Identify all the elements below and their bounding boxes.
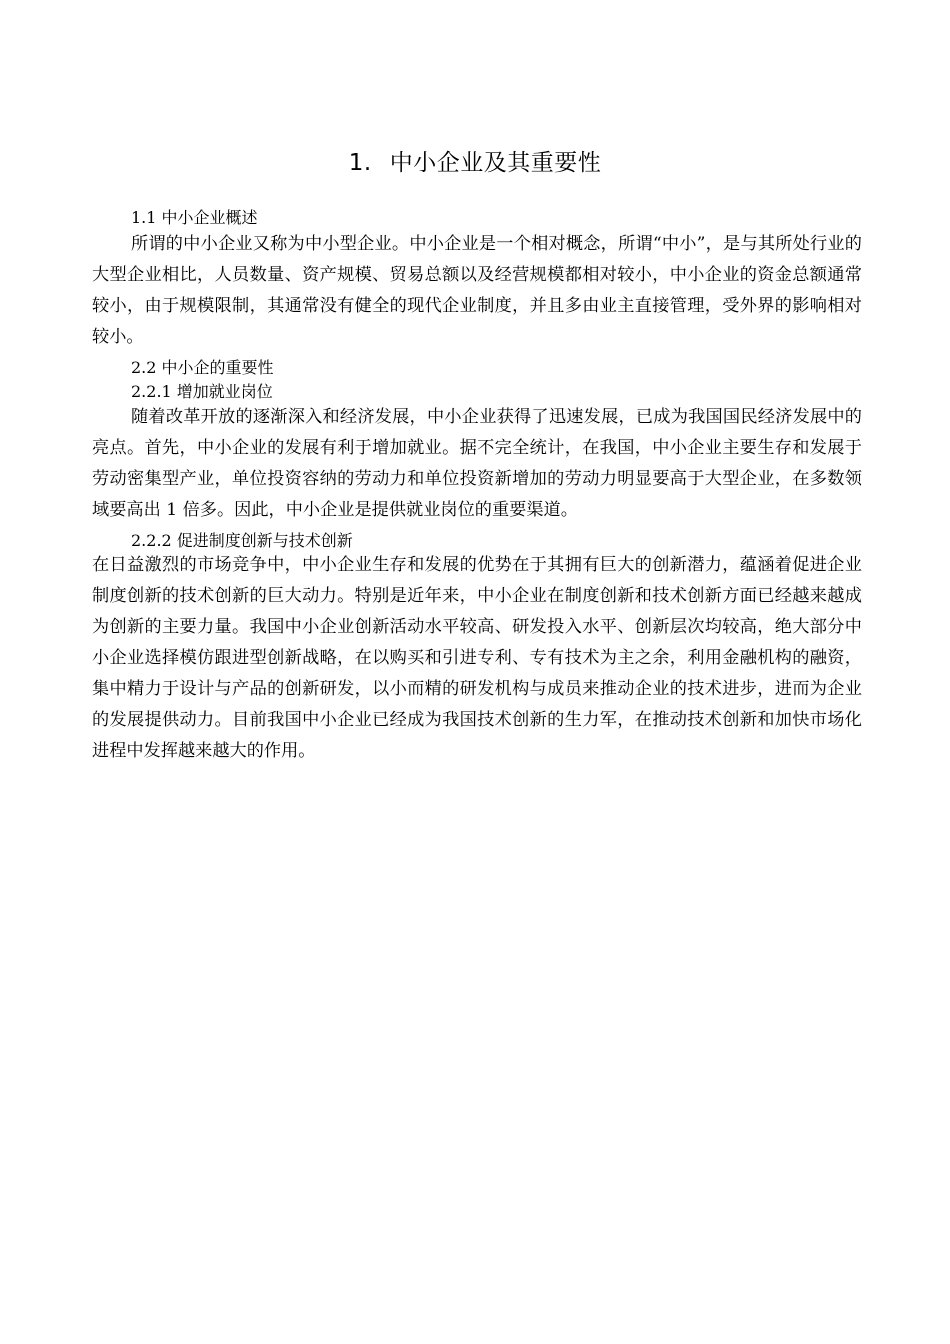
section-paragraph-2-2-2: 在日益激烈的市场竞争中，中小企业生存和发展的优势在于其拥有巨大的创新潜力，蕴涵着促进企业制度创新的技术创新的巨大动力。特别是近年来，中小企业在制度创新和技术创新方面已经越来越成为创新的主要力量。我国中小企业创新活动水平较高、研发投入水平、创新层次均较高，绝大部分中小企业选择模仿跟进型创新战略，在以购买和引进专利、专有技术为主之余，利用金融机构的融资，集中精力于设计与产品的创新研发，以小而精的研发机构与成员来推动企业的技术进步，进而为企业的发展提供动力。目前我国中小企业已经成为我国技术创新的生力军，在推动技术创新和加快市场化进程中发挥越来越大的作用。 bbox=[92, 555, 862, 761]
section-paragraph-2-2-1: 随着改革开放的逐渐深入和经济发展，中小企业获得了迅速发展，已成为我国国民经济发展中的亮点。首先，中小企业的发展有利于增加就业。据不完全统计，在我国，中小企业主要生存和发展于劳动密集型产业，单位投资容纳的劳动力和单位投资新增加的劳动力明显要高于大型企业，在多数领域要高出 1 倍多。因此，中小企业是提供就业岗位的重要渠道。 bbox=[92, 407, 862, 520]
section-heading-2-2-1: 2.2.1 增加就业岗位 bbox=[131, 382, 273, 401]
section-heading-2-2-2: 2.2.2 促进制度创新与技术创新 bbox=[131, 531, 353, 550]
section-paragraph-1-1: 所谓的中小企业又称为中小型企业。中小企业是一个相对概念，所谓“中小”，是与其所处行业的大型企业相比，人员数量、资产规模、贸易总额以及经营规模都相对较小，中小企业的资金总额通常较小，由于规模限制，其通常没有健全的现代企业制度，并且多由业主直接管理，受外界的影响相对较小。 bbox=[92, 234, 862, 347]
section-heading-1-1: 1.1 中小企业概述 bbox=[131, 208, 258, 227]
document-title bbox=[0, 146, 950, 180]
section-heading-2-2: 2.2 中小企的重要性 bbox=[131, 358, 274, 377]
title-number: 1. bbox=[348, 150, 372, 176]
title-text: 中小企业及其重要性 bbox=[389, 150, 602, 176]
